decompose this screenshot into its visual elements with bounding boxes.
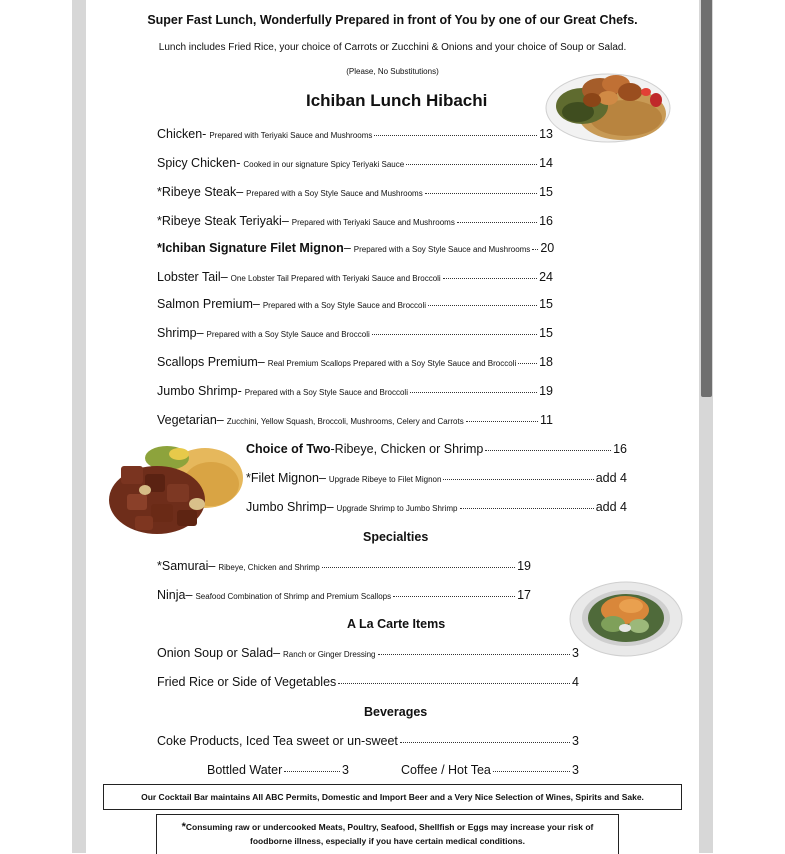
hibachi-title: Ichiban Lunch Hibachi (306, 91, 488, 110)
item-price: add 4 (595, 471, 627, 485)
item-name: Fried Rice or Side of Vegetables (157, 675, 337, 689)
item-price: 13 (539, 127, 553, 141)
item-desc: Ranch or Ginger Dressing (283, 650, 376, 659)
item-desc: Upgrade Ribeye to Filet Mignon (328, 475, 442, 484)
item-price: 4 (572, 675, 579, 689)
item-name: Choice of Two (246, 442, 331, 456)
item-name: *Ribeye Steak (157, 185, 237, 199)
item-price: 3 (572, 734, 579, 748)
item-name: Lobster Tail (157, 270, 221, 284)
menu-item: Shrimp – Prepared with a Soy Style Sauce and Broccoli 15 (157, 326, 553, 340)
item-price: 16 (613, 442, 627, 456)
item-price: 15 (539, 326, 553, 340)
item-price: 15 (539, 185, 553, 199)
item-desc: Ribeye, Chicken and Shrimp (218, 563, 320, 572)
item-name: Onion Soup or Salad (157, 646, 274, 660)
item-desc: Prepared with Teriyaki Sauce and Mushrooms (209, 131, 373, 140)
hibachi-chicken-rice-photo (542, 62, 672, 146)
item-price: 20 (540, 241, 555, 255)
item-name: Jumbo Shrimp (157, 384, 238, 398)
menu-item (401, 763, 579, 777)
item-desc: Prepared with Teriyaki Sauce and Mushrooms (291, 218, 455, 227)
item-name: *Ribeye Steak Teriyaki (157, 214, 282, 228)
item-price: 24 (539, 270, 553, 284)
a-la-carte-heading: A La Carte Items (347, 617, 446, 631)
item-price: add 4 (595, 500, 627, 514)
item-desc: Seafood Combination of Shrimp and Premium Scallops (195, 592, 392, 601)
item-price: 16 (539, 214, 553, 228)
item-name: Scallops Premium (157, 355, 258, 369)
item-desc: Zucchini, Yellow Squash, Broccoli, Mushrooms, Celery and Carrots (226, 417, 464, 426)
cocktail-notice: Our Cocktail Bar maintains All ABC Permits, Domestic and Import Beer and a Very Nice Selection of Wines, Spirits and Sake. (141, 792, 644, 802)
item-price: 3 (572, 646, 579, 660)
item-name: Vegetarian (157, 413, 217, 427)
item-name: *Ichiban Signature Filet Mignon (157, 241, 344, 255)
item-name: Coffee / Hot Tea (401, 763, 491, 777)
menu-item: Spicy Chicken - Cooked in our signature Spicy Teriyaki Sauce 14 (157, 156, 553, 170)
item-desc: Prepared with a Soy Style Sauce and Broccoli (244, 388, 408, 397)
item-desc: Prepared with a Soy Style Sauce and Mushrooms (246, 189, 423, 198)
cocktail-notice-box (103, 784, 682, 810)
steak-rice-photo (105, 440, 246, 538)
item-name: *Filet Mignon (246, 471, 319, 485)
menu-item: *Ribeye Steak – Prepared with a Soy Style Sauce and Mushrooms 15 (157, 185, 553, 199)
menu-page (86, 0, 699, 853)
item-name: *Samurai (157, 559, 209, 573)
item-name: Spicy Chicken (157, 156, 237, 170)
item-price: 18 (539, 355, 553, 369)
item-name: Shrimp (157, 326, 197, 340)
item-desc: Cooked in our signature Spicy Teriyaki Sauce (243, 160, 405, 169)
menu-item: Scallops Premium – Real Premium Scallops Prepared with a Soy Style Sauce and Broccoli 18 (157, 355, 553, 369)
menu-item: Jumbo Shrimp - Prepared with a Soy Style Sauce and Broccoli 19 (157, 384, 553, 398)
choice-of-two-row: Choice of Two - Ribeye, Chicken or Shrimp 16 (246, 442, 627, 456)
item-desc: One Lobster Tail Prepared with Teriyaki Sauce and Broccoli (230, 274, 441, 283)
item-name: Jumbo Shrimp (246, 500, 327, 514)
warning-star: * (181, 821, 186, 833)
menu-item (207, 763, 349, 777)
item-price: 3 (342, 763, 349, 777)
item-desc: Prepared with a Soy Style Sauce and Mushrooms (353, 245, 531, 254)
item-price: 17 (517, 588, 531, 602)
left-gutter (72, 0, 86, 853)
item-price: 11 (540, 413, 553, 427)
menu-item: *Samurai – Ribeye, Chicken and Shrimp 19 (157, 559, 531, 573)
item-name: Ninja (157, 588, 186, 602)
item-name: Salmon Premium (157, 297, 253, 311)
menu-item (157, 675, 579, 689)
menu-item: *Ribeye Steak Teriyaki – Prepared with Teriyaki Sauce and Mushrooms 16 (157, 214, 553, 228)
item-desc: Prepared with a Soy Style Sauce and Broccoli (206, 330, 370, 339)
menu-item (157, 734, 579, 748)
menu-item: *Ichiban Signature Filet Mignon – Prepared with a Soy Style Sauce and Mushrooms 20 (157, 241, 555, 255)
lunch-includes: Lunch includes Fried Rice, your choice of Carrots or Zucchini & Onions and your choice of Soup or Salad. (158, 42, 627, 53)
warning-line-2: foodborne illness, especially if you have certain medical conditions. (250, 836, 525, 846)
menu-item: Onion Soup or Salad – Ranch or Ginger Dressing 3 (157, 646, 579, 660)
food-warning-box (156, 814, 619, 854)
upgrade-row: Jumbo Shrimp – Upgrade Shrimp to Jumbo Shrimp add 4 (246, 500, 627, 514)
item-desc: Prepared with a Soy Style Sauce and Broccoli (262, 301, 427, 310)
menu-item: Chicken - Prepared with Teriyaki Sauce and Mushrooms 13 (157, 127, 553, 141)
item-price: 15 (539, 297, 553, 311)
menu-item: Vegetarian – Zucchini, Yellow Squash, Broccoli, Mushrooms, Celery and Carrots 11 (157, 413, 553, 427)
soup-bowl-photo (569, 580, 683, 658)
item-desc: Real Premium Scallops Prepared with a Soy Style Sauce and Broccoli (267, 359, 517, 368)
item-price: 19 (539, 384, 553, 398)
no-substitutions-note: (Please, No Substitutions) (346, 67, 439, 76)
item-name: Coke Products, Iced Tea sweet or un-sweet (157, 734, 398, 748)
item-desc: Ribeye, Chicken or Shrimp (334, 442, 484, 456)
menu-item: Lobster Tail – One Lobster Tail Prepared with Teriyaki Sauce and Broccoli 24 (157, 270, 553, 284)
item-desc: Upgrade Shrimp to Jumbo Shrimp (336, 504, 458, 513)
scrollbar-thumb[interactable] (701, 0, 712, 397)
beverages-heading: Beverages (364, 705, 428, 719)
upgrade-row: *Filet Mignon – Upgrade Ribeye to Filet Mignon add 4 (246, 471, 627, 485)
menu-item: Ninja – Seafood Combination of Shrimp and Premium Scallops 17 (157, 588, 531, 602)
specialties-heading: Specialties (363, 530, 429, 544)
menu-item: Salmon Premium – Prepared with a Soy Style Sauce and Broccoli 15 (157, 297, 553, 311)
item-price: 14 (539, 156, 553, 170)
item-name: Bottled Water (207, 763, 283, 777)
item-name: Chicken (157, 127, 203, 141)
item-price: 19 (517, 559, 531, 573)
warning-line-1: Consuming raw or undercooked Meats, Poultry, Seafood, Shellfish or Eggs may increase your risk of (185, 822, 594, 832)
item-price: 3 (572, 763, 579, 777)
menu-headline: Super Fast Lunch, Wonderfully Prepared in front of You by one of our Great Chefs. (147, 13, 638, 27)
